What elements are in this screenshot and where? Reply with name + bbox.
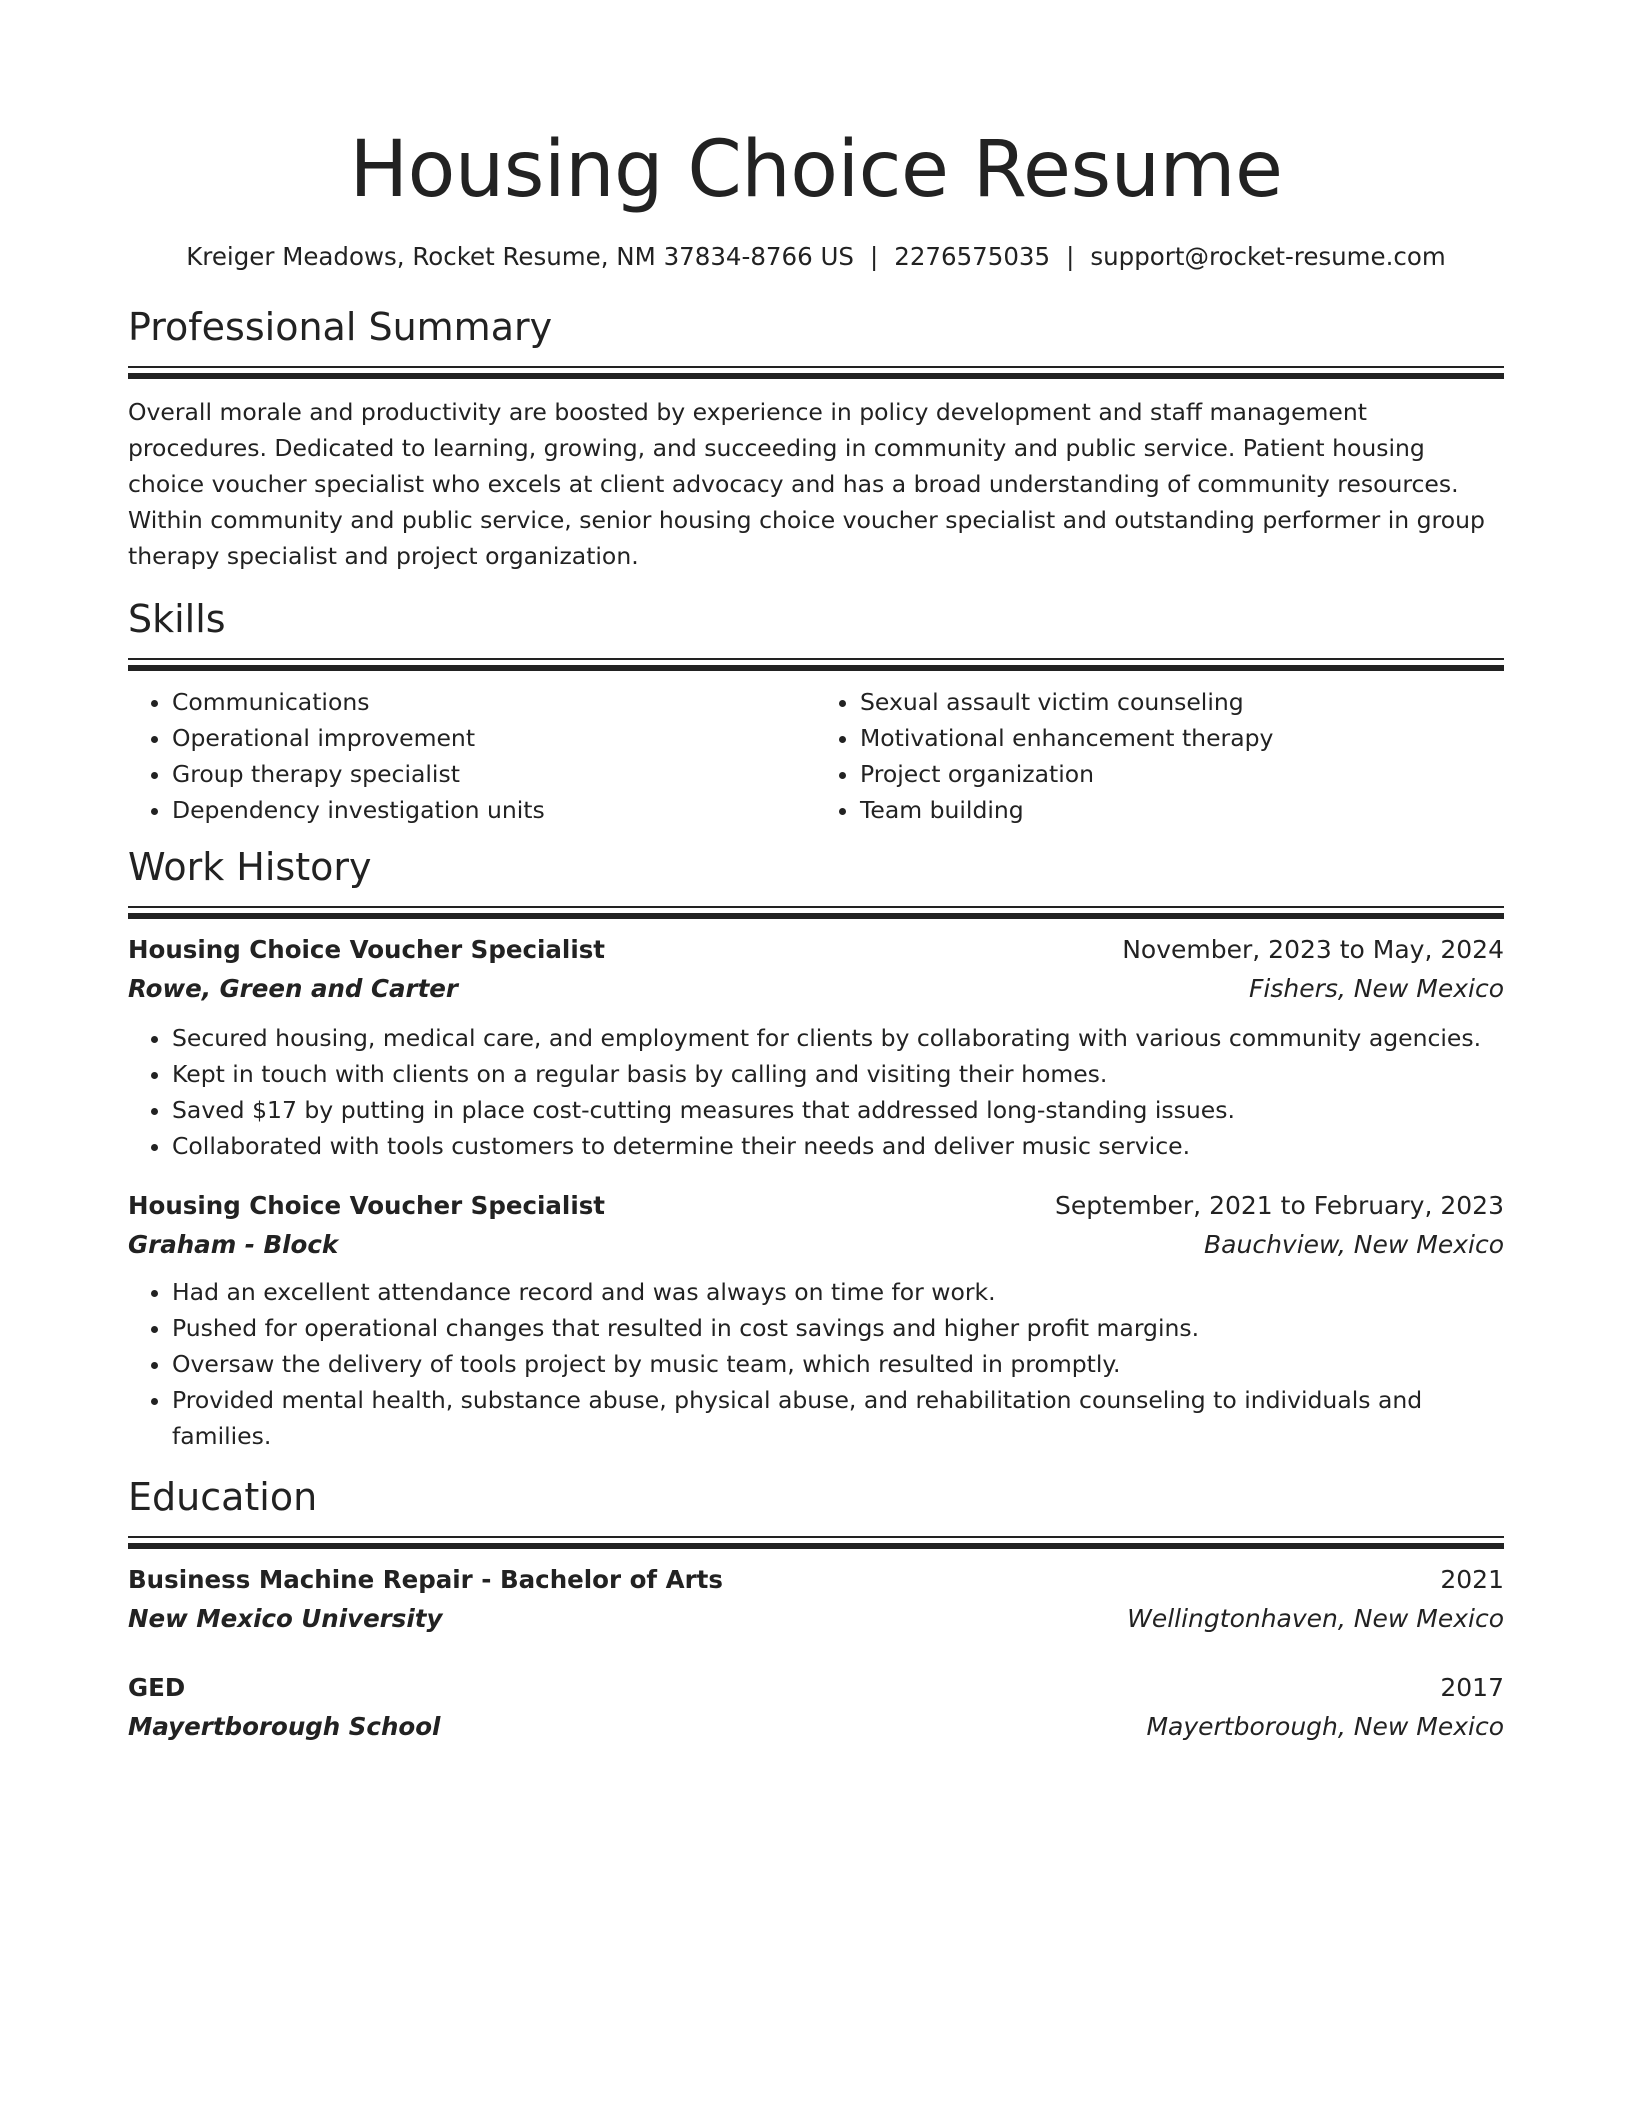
education-year: 2017: [1440, 1673, 1504, 1702]
section-divider: [128, 658, 1504, 672]
skill-item: • Sexual assault victim counseling: [860, 684, 1504, 720]
job-location: Fishers, New Mexico: [1249, 974, 1504, 1003]
job-dates: September, 2021 to February, 2023: [1055, 1191, 1504, 1220]
summary-section: [128, 302, 1504, 574]
skill-item: • Team building: [860, 792, 1504, 828]
job-bullets: [128, 1274, 1504, 1454]
contact-email: support@rocket-resume.com: [1090, 242, 1446, 271]
job-bullet: • Kept in touch with clients on a regular basis by calling and visiting their homes.: [172, 1056, 1504, 1092]
education-school: Mayertborough School: [128, 1712, 441, 1741]
skills-section: [128, 594, 1504, 828]
job-bullet: • Saved $17 by putting in place cost-cutting measures that addressed long-standing issues.: [172, 1092, 1504, 1128]
education-year: 2021: [1440, 1565, 1504, 1594]
job-bullets: [128, 1020, 1504, 1164]
job-bullet: • Oversaw the delivery of tools project by music team, which resulted in promptly.: [172, 1346, 1504, 1382]
job-company: Rowe, Green and Carter: [128, 974, 459, 1003]
education-location: Mayertborough, New Mexico: [1146, 1712, 1504, 1741]
job-bullet: • Collaborated with tools customers to determine their needs and deliver music service.: [172, 1128, 1504, 1164]
education-entry: [128, 1560, 1504, 1638]
skill-item: • Motivational enhancement therapy: [860, 720, 1504, 756]
section-heading-work: Work History: [128, 845, 372, 889]
section-divider: [128, 906, 1504, 920]
skill-item: • Group therapy specialist: [172, 756, 816, 792]
skills-column-left: [128, 684, 816, 828]
job-entry: [128, 930, 1504, 1164]
job-entry: [128, 1186, 1504, 1454]
section-heading-education: Education: [128, 1475, 318, 1519]
job-bullet: • Secured housing, medical care, and employment for clients by collaborating with various community agencies.: [172, 1020, 1504, 1056]
education-degree: Business Machine Repair - Bachelor of Arts: [128, 1565, 723, 1594]
skill-item: • Project organization: [860, 756, 1504, 792]
education-degree: GED: [128, 1673, 186, 1702]
job-title: Housing Choice Voucher Specialist: [128, 1191, 606, 1220]
section-heading-skills: Skills: [128, 597, 226, 641]
job-bullet: • Had an excellent attendance record and was always on time for work.: [172, 1274, 1504, 1310]
contact-phone: 2276575035: [894, 242, 1051, 271]
education-section: [128, 1472, 1504, 1746]
skills-column-right: [816, 684, 1504, 828]
section-divider: [128, 1536, 1504, 1550]
education-location: Wellingtonhaven, New Mexico: [1127, 1604, 1504, 1633]
job-bullet: • Provided mental health, substance abuse, physical abuse, and rehabilitation counseling to individuals and families.: [172, 1382, 1504, 1454]
job-bullet: • Pushed for operational changes that resulted in cost savings and higher profit margins.: [172, 1310, 1504, 1346]
education-school: New Mexico University: [128, 1604, 443, 1633]
resume-title: Housing Choice Resume: [349, 125, 1283, 215]
section-heading-summary: Professional Summary: [128, 305, 553, 349]
skill-item: • Operational improvement: [172, 720, 816, 756]
resume-page: [128, 118, 1504, 1746]
job-dates: November, 2023 to May, 2024: [1122, 935, 1504, 964]
contact-separator: |: [869, 242, 879, 271]
education-entry: [128, 1668, 1504, 1746]
work-section: [128, 842, 1504, 1454]
job-title: Housing Choice Voucher Specialist: [128, 935, 606, 964]
skills-list: [128, 684, 1504, 828]
summary-text: Overall morale and productivity are boosted by experience in policy development and staff management procedures. Dedicated to learning, growing, and succeeding in community and public service. Patient housing choice voucher specialist who excels at client advocacy and has a broad understanding of community resources. Within community and public service, senior housing choice voucher specialist and outstanding performer in group therapy specialist and project organization.: [128, 398, 1485, 570]
section-divider: [128, 366, 1504, 380]
contact-line: [128, 240, 1504, 274]
job-company: Graham - Block: [128, 1230, 339, 1259]
skill-item: • Dependency investigation units: [172, 792, 816, 828]
skill-item: • Communications: [172, 684, 816, 720]
job-location: Bauchview, New Mexico: [1204, 1230, 1504, 1259]
contact-address: Kreiger Meadows, Rocket Resume, NM 37834-8766 US: [186, 242, 854, 271]
contact-separator: |: [1066, 242, 1075, 271]
